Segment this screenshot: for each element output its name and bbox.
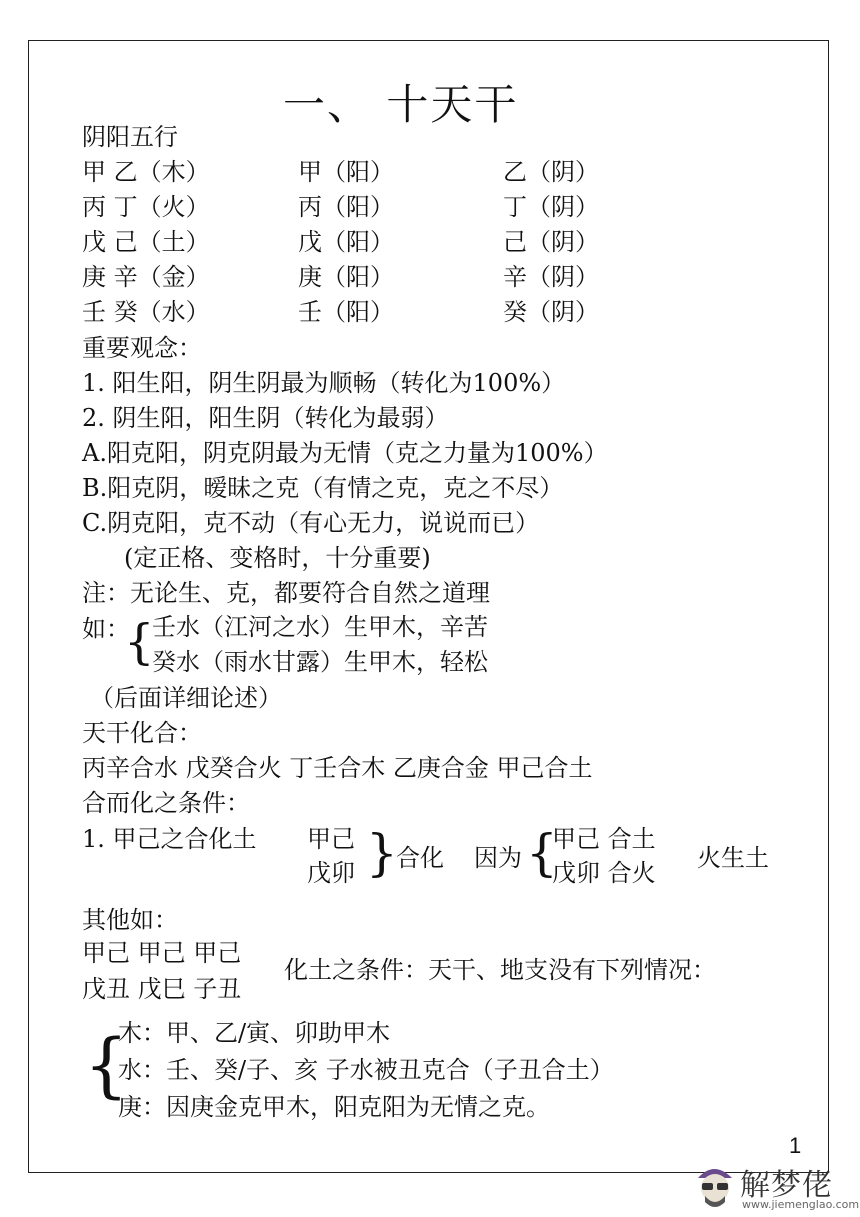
- pair-cell: 壬 癸（水）: [82, 298, 210, 326]
- condition-item-1: 1. 甲己之合化土: [82, 825, 257, 853]
- yin-cell: 丁（阴）: [503, 193, 599, 221]
- yang-cell: 丙（阳）: [298, 193, 394, 221]
- pair-top: 甲己: [307, 825, 355, 853]
- concept-line: C.阴克阳，克不动（有心无力，说说而已）: [82, 509, 540, 537]
- case-line: 水：壬、癸/子、亥 子水被丑克合（子丑合土）: [118, 1056, 614, 1084]
- page-number: 1: [789, 1133, 802, 1158]
- concept-note: (定正格、变格时，十分重要): [124, 544, 431, 572]
- note-text: 注：无论生、克，都要符合自然之道理: [82, 579, 490, 607]
- yin-cell: 癸（阴）: [503, 298, 599, 326]
- yang-cell: 壬（阳）: [298, 298, 394, 326]
- watermark-url: www.jiemenglao.com: [742, 1198, 860, 1211]
- combination-list: 丙辛合水 戊癸合火 丁壬合木 乙庚合金 甲己合土: [82, 754, 593, 782]
- yin-cell: 己（阴）: [503, 228, 599, 256]
- others-pairs-bottom: 戊丑 戊巳 子丑: [82, 975, 242, 1003]
- others-pairs-top: 甲己 甲己 甲己: [82, 939, 242, 967]
- pair-cell: 丙 丁（火）: [82, 193, 210, 221]
- because-label: 因为: [474, 844, 522, 872]
- later-note: （后面详细论述）: [90, 684, 282, 712]
- concept-line: 1. 阳生阳，阴生阴最为顺畅（转化为100%）: [82, 369, 566, 397]
- case-line: 木：甲、乙/寅、卯助甲木: [118, 1019, 391, 1047]
- others-heading: 其他如：: [82, 906, 178, 934]
- yang-cell: 戊（阳）: [298, 228, 394, 256]
- concept-line: A.阳克阳，阴克阴最为无情（克之力量为100%）: [82, 439, 608, 467]
- pair-cell: 庚 辛（金）: [82, 263, 210, 291]
- concepts-heading: 重要观念：: [82, 334, 202, 362]
- concept-line: B.阳克阴，暧昧之克（有情之克，克之不尽）: [82, 474, 564, 502]
- example-label: 如：: [82, 615, 130, 643]
- pair-cell: 戊 己（土）: [82, 228, 210, 256]
- left-brace-icon: {: [526, 824, 558, 882]
- case-line: 庚：因庚金克甲木，阳克阳为无情之克。: [118, 1093, 550, 1121]
- conditions-heading: 合而化之条件：: [82, 789, 250, 817]
- page-title: 一、 十天干: [283, 80, 519, 129]
- combination-heading: 天干化合：: [82, 719, 202, 747]
- left-brace-icon: {: [84, 1024, 129, 1106]
- right-brace-icon: }: [366, 824, 398, 882]
- reason-bottom: 戊卯 合火: [552, 859, 656, 887]
- result-label: 火生土: [697, 844, 769, 872]
- watermark-name: 解梦佬: [740, 1168, 833, 1203]
- yin-cell: 辛（阴）: [503, 263, 599, 291]
- left-brace-icon: {: [124, 614, 155, 670]
- pair-cell: 甲 乙（木）: [82, 158, 210, 186]
- example-line: 癸水（雨水甘露）生甲木，轻松: [152, 648, 488, 676]
- yang-cell: 庚（阳）: [298, 263, 394, 291]
- yin-cell: 乙（阴）: [503, 158, 599, 186]
- merge-label: 合化: [396, 844, 444, 872]
- mascot-icon: [698, 1169, 732, 1207]
- section-heading-yinyang: 阴阳五行: [82, 123, 178, 151]
- pair-bottom: 戊卯: [307, 859, 355, 887]
- concept-line: 2. 阴生阳，阳生阴（转化为最弱）: [82, 404, 449, 432]
- others-condition: 化土之条件：天干、地支没有下列情况：: [284, 956, 716, 984]
- yang-cell: 甲（阳）: [298, 158, 394, 186]
- reason-top: 甲己 合土: [552, 825, 656, 853]
- example-line: 壬水（江河之水）生甲木，辛苦: [152, 613, 488, 641]
